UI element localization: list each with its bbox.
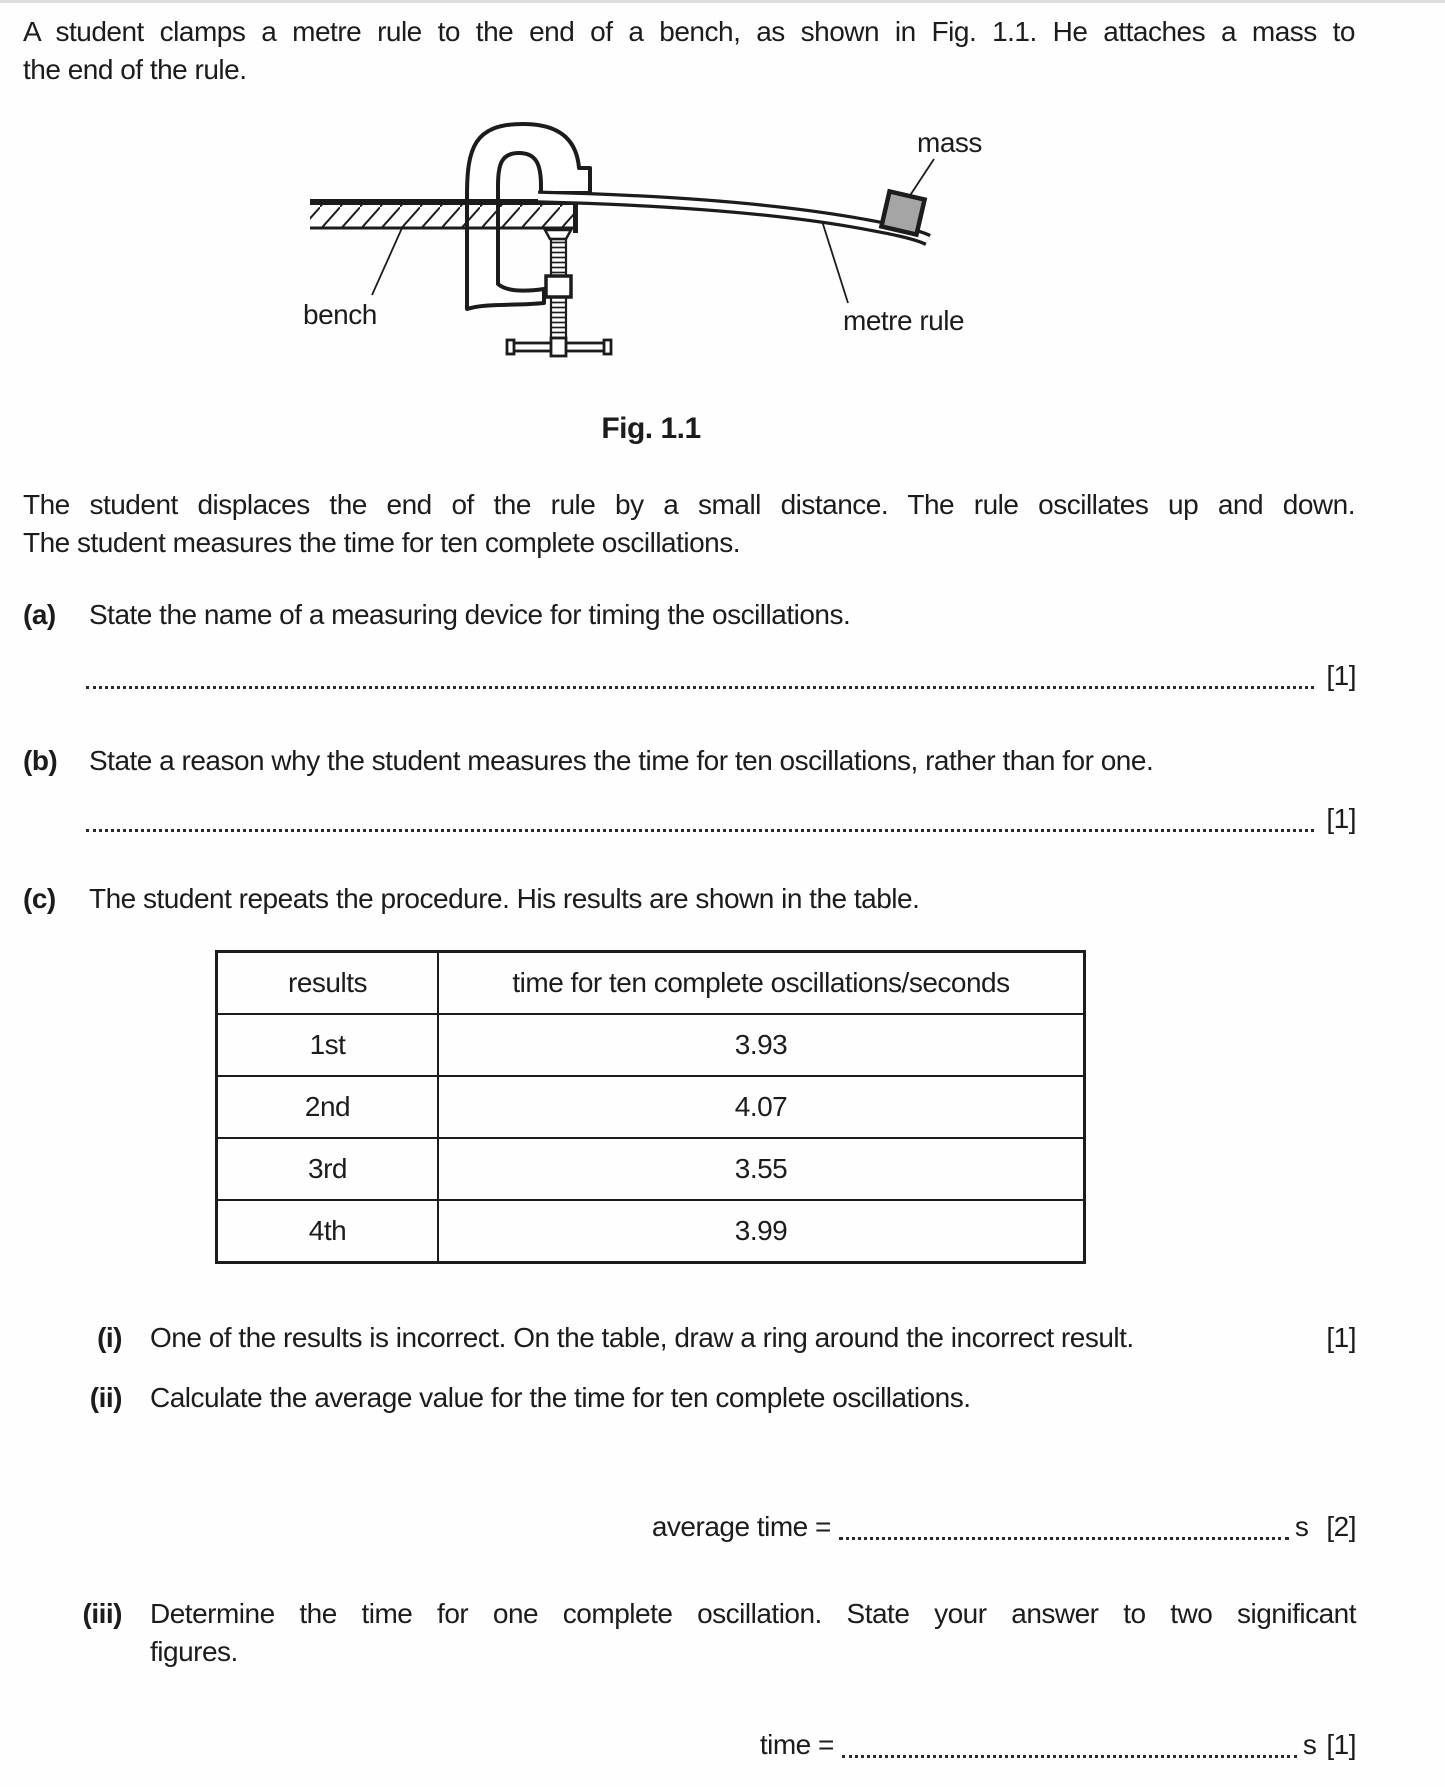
question-c-text: The student repeats the procedure. His results are shown in the table.	[89, 883, 920, 914]
t-handle	[507, 338, 611, 356]
question-ci-label: (i)	[97, 1322, 122, 1353]
answer-line-a[interactable]	[86, 657, 1356, 695]
time-cell[interactable]: 4.07	[438, 1076, 1085, 1138]
dotted-answer-line[interactable]	[842, 1727, 1297, 1758]
question-ciii-line-2: figures.	[150, 1636, 238, 1667]
time-label: time =	[759, 1729, 834, 1760]
table-row[interactable]	[217, 1076, 1085, 1138]
question-b-label: (b)	[23, 745, 58, 776]
ordinal-cell: 3rd	[217, 1138, 439, 1200]
mass-leader-line	[909, 159, 934, 197]
time-cell[interactable]: 3.55	[438, 1138, 1085, 1200]
question-cii-text: Calculate the average value for the time for ten complete oscillations.	[150, 1382, 971, 1413]
intro-line-2: the end of the rule.	[23, 54, 247, 85]
time-column-header: time for ten complete oscillations/seconds	[438, 952, 1085, 1015]
marks-ciii: [1]	[1326, 1729, 1356, 1760]
marks-b: [1]	[1326, 803, 1356, 834]
unit-seconds: s	[1294, 1511, 1309, 1542]
dotted-answer-line[interactable]	[839, 1509, 1289, 1540]
para2-line-1: The student displaces the end of the rule by a small distance. The rule oscillates up and down.	[23, 489, 1355, 520]
average-time-label: average time =	[651, 1511, 831, 1542]
ordinal-cell: 2nd	[217, 1076, 439, 1138]
para2-line-2: The student measures the time for ten complete oscillations.	[23, 527, 741, 558]
metre-rule-leader-line	[822, 221, 848, 303]
question-a-label: (a)	[23, 599, 56, 630]
unit-seconds: s	[1302, 1729, 1317, 1760]
table-header-row	[217, 952, 1085, 1015]
mass-label: mass	[917, 127, 982, 158]
question-ciii-line-1: Determine the time for one complete oscillation. State your answer to two significant	[150, 1598, 1356, 1629]
mass-shape	[881, 191, 924, 234]
table-row[interactable]	[217, 1138, 1085, 1200]
average-time-answer-row[interactable]	[652, 1508, 1356, 1546]
fig-1-1-diagram	[0, 0, 1445, 380]
dotted-answer-line[interactable]	[86, 658, 1314, 689]
time-cell[interactable]: 3.99	[438, 1200, 1085, 1263]
question-ci-row	[150, 1319, 1356, 1357]
table-row[interactable]	[217, 1014, 1085, 1076]
question-ci-text: One of the results is incorrect. On the table, draw a ring around the incorrect result.	[150, 1322, 1134, 1353]
question-a-text: State the name of a measuring device for timing the oscillations.	[89, 599, 851, 630]
bench-shape	[310, 202, 578, 233]
bench-leader-line	[372, 228, 402, 295]
time-cell[interactable]: 3.93	[438, 1014, 1085, 1076]
bench-label: bench	[303, 299, 377, 330]
metre-rule-label: metre rule	[843, 305, 965, 336]
table-row[interactable]	[217, 1200, 1085, 1263]
question-ciii-label: (iii)	[82, 1598, 122, 1629]
answer-line-b[interactable]	[86, 800, 1356, 838]
ordinal-cell: 1st	[217, 1014, 439, 1076]
figure-caption: Fig. 1.1	[601, 412, 701, 445]
results-table	[215, 950, 1086, 1264]
question-b-text: State a reason why the student measures the time for ten oscillations, rather than for one.	[89, 745, 1154, 776]
dotted-answer-line[interactable]	[86, 801, 1314, 832]
time-answer-row[interactable]	[760, 1726, 1356, 1764]
question-c-label: (c)	[23, 883, 56, 914]
question-cii-label: (ii)	[89, 1382, 122, 1413]
marks-cii: [2]	[1326, 1511, 1356, 1542]
intro-line-1: A student clamps a metre rule to the end of a bench, as shown in Fig. 1.1. He attaches a mass to	[23, 16, 1355, 47]
marks-ci: [1]	[1326, 1322, 1356, 1353]
metre-rule-shape	[538, 197, 928, 240]
marks-a: [1]	[1326, 660, 1356, 691]
results-column-header: results	[217, 952, 439, 1015]
ordinal-cell: 4th	[217, 1200, 439, 1263]
